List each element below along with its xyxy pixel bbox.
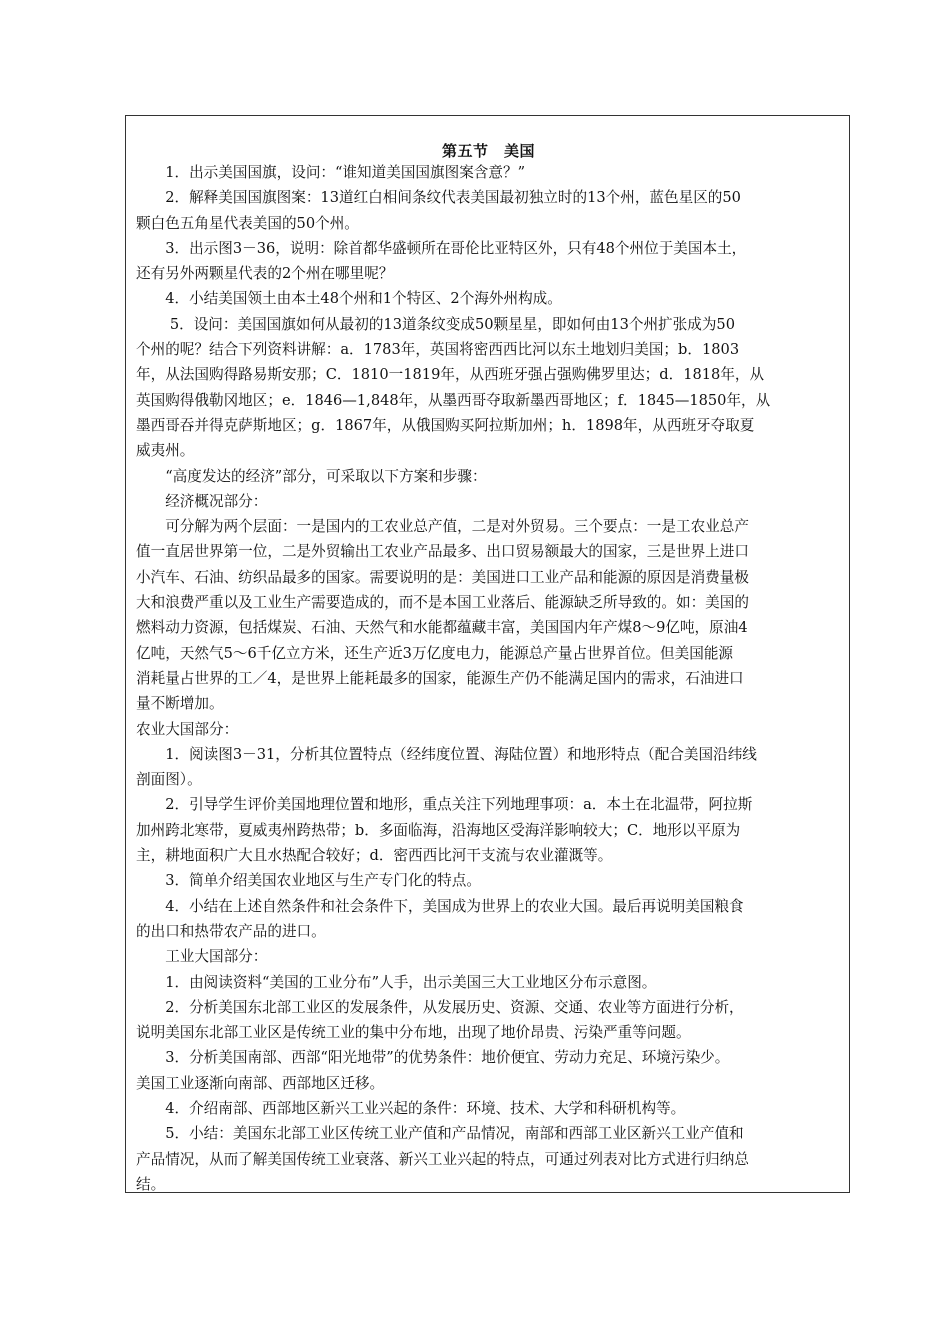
text-line: 1．由阅读资料“美国的工业分布”人手，出示美国三大工业地区分布示意图。 xyxy=(136,973,657,991)
text-line: 工业大国部分： xyxy=(136,948,268,966)
text-line: 大和浪费严重以及工业生产需要造成的，而不是本国工业落后、能源缺乏所导致的。如：美国的 xyxy=(136,594,749,612)
text-line: 年，从法国购得路易斯安那；C．1810一1819年，从西班牙强占强购佛罗里达；d．1818年，从 xyxy=(136,366,765,384)
text-line: 英国购得俄勒冈地区；e．1846—1,848年，从墨西哥夺取新墨西哥地区；f．1845—1850年，从 xyxy=(136,391,771,409)
text-line: 产品情况，从而了解美国传统工业衰落、新兴工业兴起的特点，可通过列表对比方式进行归纳总 xyxy=(136,1150,749,1168)
text-line: 剖面图）。 xyxy=(136,771,202,789)
text-line: 2．引导学生评价美国地理位置和地形，重点关注下列地理事项：a．本土在北温带，阿拉斯 xyxy=(136,796,753,814)
body-text xyxy=(136,160,841,1197)
text-line: 美国工业逐渐向南部、西部地区迁移。 xyxy=(136,1074,385,1092)
text-line: 2．分析美国东北部工业区的发展条件，从发展历史、资源、交通、农业等方面进行分析， xyxy=(136,998,744,1016)
section-title: 第五节 美国 xyxy=(441,142,535,160)
document-frame xyxy=(125,115,850,1193)
text-line: 4．小结在上述自然条件和社会条件下，美国成为世界上的农业大国。最后再说明美国粮食 xyxy=(136,897,744,915)
text-line: 3．分析美国南部、西部“阳光地带”的优势条件：地价便宜、劳动力充足、环境污染少。 xyxy=(136,1049,730,1067)
text-line: 燃料动力资源，包括煤炭、石油、天然气和水能都蕴藏丰富，美国国内年产煤8～9亿吨，原油4 xyxy=(136,619,748,637)
text-line: 量不断增加。 xyxy=(136,695,224,713)
text-line: 结。 xyxy=(136,1175,166,1193)
text-line: 3．出示图3－36，说明：除首都华盛顿所在哥伦比亚特区外，只有48个州位于美国本土， xyxy=(136,239,747,257)
text-line: 5．小结：美国东北部工业区传统工业产值和产品情况，南部和西部工业区新兴工业产值和 xyxy=(136,1125,744,1143)
text-line: 1．阅读图3－31，分析其位置特点（经纬度位置、海陆位置）和地形特点（配合美国沿纬线 xyxy=(136,745,757,763)
text-line: 亿吨，天然气5～6千亿立方米，还生产近3万亿度电力，能源总产量占世界首位。但美国能源 xyxy=(136,644,734,662)
text-line: 消耗量占世界的工／4，是世界上能耗最多的国家，能源生产仍不能满足国内的需求，石油进口 xyxy=(136,669,744,687)
text-line: 3．简单介绍美国农业地区与生产专门化的特点。 xyxy=(136,872,481,890)
text-line: “高度发达的经济”部分，可采取以下方案和步骤： xyxy=(136,467,487,485)
text-line: 的出口和热带农产品的进口。 xyxy=(136,922,326,940)
text-line: 1．出示美国国旗，设问：“谁知道美国国旗图案含意？” xyxy=(136,164,526,181)
text-line: 农业大国部分： xyxy=(136,720,239,738)
text-line: 主，耕地面积广大且水热配合较好；d．密西西比河干支流与农业灌溉等。 xyxy=(136,847,613,865)
text-line: 5．设问：美国国旗如何从最初的13道条纹变成50颗星星，即如何由13个州扩张成为50 xyxy=(136,315,735,333)
text-line: 加州跨北寒带，夏威夷州跨热带；b．多面临海，沿海地区受海洋影响较大；C．地形以平原为 xyxy=(136,821,741,839)
text-line: 还有另外两颗星代表的2个州在哪里呢？ xyxy=(136,265,394,283)
text-line: 2．解释美国国旗图案：13道红白相间条纹代表美国最初独立时的13个州，蓝色星区的50 xyxy=(136,189,741,207)
text-line: 说明美国东北部工业区是传统工业的集中分布地，出现了地价昂贵、污染严重等问题。 xyxy=(136,1024,691,1042)
text-line: 颗白色五角星代表美国的50个州。 xyxy=(136,214,359,232)
text-line: 经济概况部分： xyxy=(136,492,268,510)
text-line: 小汽车、石油、纺织品最多的国家。需要说明的是：美国进口工业产品和能源的原因是消费量极 xyxy=(136,568,749,586)
text-line: 个州的呢？结合下列资料讲解：a．1783年，英国将密西西比河以东土地划归美国；b．1803 xyxy=(136,341,740,359)
text-line: 可分解为两个层面：一是国内的工农业总产值，二是对外贸易。三个要点：一是工农业总产 xyxy=(136,518,749,536)
text-line: 值一直居世界第一位，二是外贸输出工农业产品最多、出口贸易额最大的国家，三是世界上进口 xyxy=(136,543,749,561)
text-line: 威夷州。 xyxy=(136,442,195,460)
text-line: 4．小结美国领土由本土48个州和1个特区、2个海外州构成。 xyxy=(136,290,562,308)
text-line: 4．介绍南部、西部地区新兴工业兴起的条件：环境、技术、大学和科研机构等。 xyxy=(136,1099,686,1117)
text-line: 墨西哥吞并得克萨斯地区；g．1867年，从俄国购买阿拉斯加州；h．1898年，从西班牙夺取夏 xyxy=(136,416,755,434)
